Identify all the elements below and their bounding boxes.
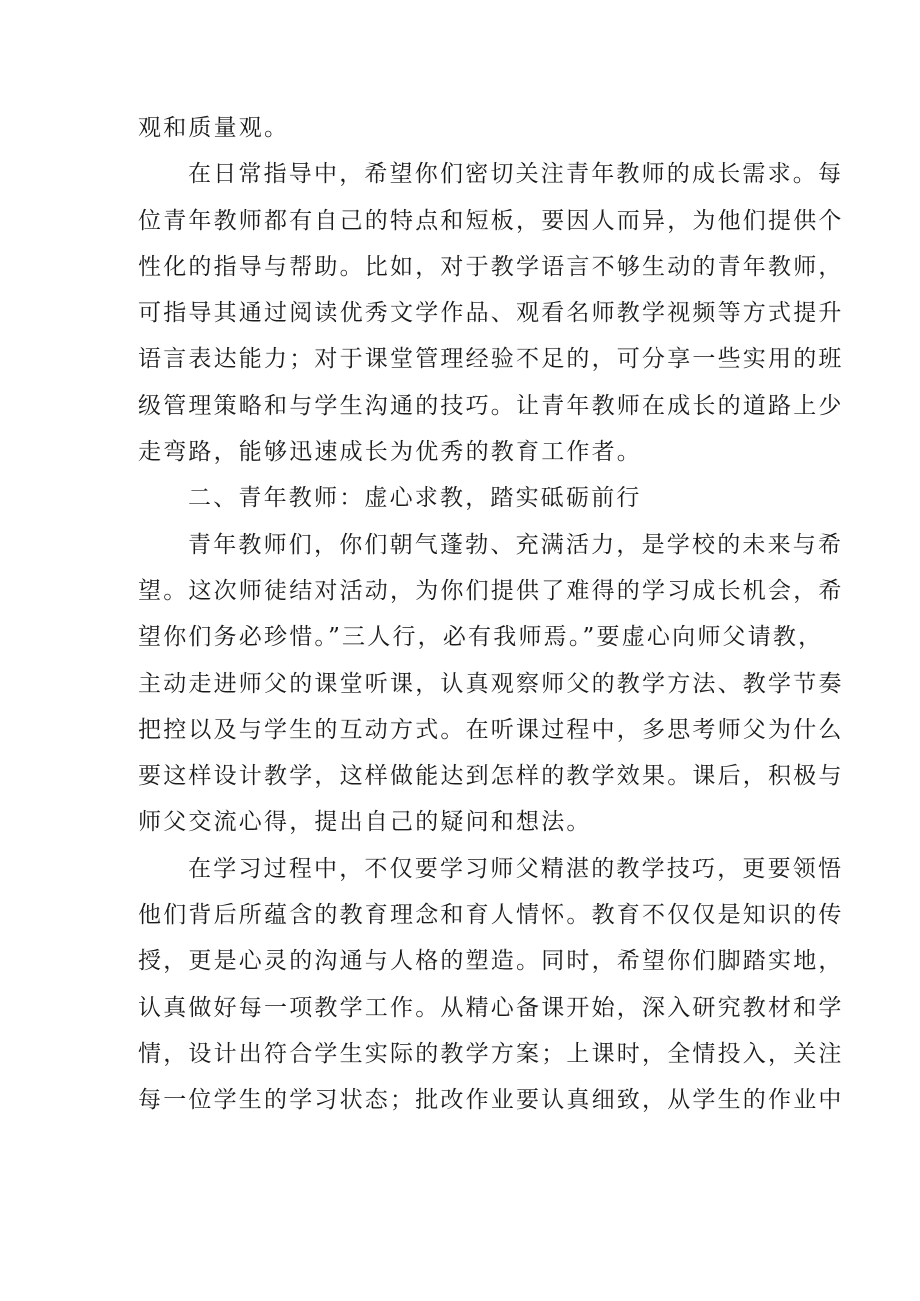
para-young-teachers — [138, 522, 844, 846]
text-line: 望。这次师徒结对活动，为你们提供了难得的学习成长机会，希 — [138, 577, 844, 604]
text-line: 每一位学生的学习状态；批改作业要认真细致，从学生的作业中 — [138, 1087, 844, 1114]
text-line: 在日常指导中，希望你们密切关注青年教师的成长需求。每 — [188, 161, 844, 188]
text-line: 语言表达能力；对于课堂管理经验不足的，可分享一些实用的班 — [138, 346, 844, 373]
text-line: 主动走进师父的课堂听课，认真观察师父的教学方法、教学节奏 — [138, 670, 844, 697]
para-daily-guidance — [138, 151, 844, 475]
text-line: 他们背后所蕴含的教育理念和育人情怀。教育不仅仅是知识的传 — [138, 902, 844, 929]
text-line: 望你们务必珍惜。”三人行，必有我师焉。”要虚心向师父请教， — [138, 624, 824, 651]
text-line: 位青年教师都有自己的特点和短板，要因人而异，为他们提供个 — [138, 207, 844, 234]
text-line: 青年教师们，你们朝气蓬勃、充满活力，是学校的未来与希 — [188, 531, 844, 558]
text-line: 可指导其通过阅读优秀文学作品、观看名师教学视频等方式提升 — [138, 300, 844, 327]
text-line: 在学习过程中，不仅要学习师父精湛的教学技巧，更要领悟 — [188, 855, 844, 882]
text-line: 授，更是心灵的沟通与人格的塑造。同时，希望你们脚踏实地， — [138, 948, 844, 975]
text-line: 观和质量观。 — [138, 115, 290, 141]
document-body — [138, 105, 844, 1124]
text-line: 走弯路，能够迅速成长为优秀的教育工作者。 — [138, 439, 642, 466]
para-learning-process — [138, 846, 844, 1124]
text-line: 情，设计出符合学生实际的教学方案；上课时，全情投入，关注 — [138, 1040, 844, 1067]
text-line: 性化的指导与帮助。比如，对于教学语言不够生动的青年教师， — [138, 253, 844, 280]
para-continuation-quality — [138, 105, 786, 151]
text-line: 师父交流心得，提出自己的疑问和想法。 — [138, 809, 592, 836]
text-line: 二、青年教师：虚心求教，踏实砥砺前行 — [188, 485, 642, 512]
text-line: 把控以及与学生的互动方式。在听课过程中，多思考师父为什么 — [138, 716, 844, 743]
text-line: 认真做好每一项教学工作。从精心备课开始，深入研究教材和学 — [138, 994, 844, 1021]
text-line: 要这样设计教学，这样做能达到怎样的教学效果。课后，积极与 — [138, 763, 844, 790]
section-heading-young-teachers — [138, 475, 786, 521]
text-line: 级管理策略和与学生沟通的技巧。让青年教师在成长的道路上少 — [138, 392, 844, 419]
